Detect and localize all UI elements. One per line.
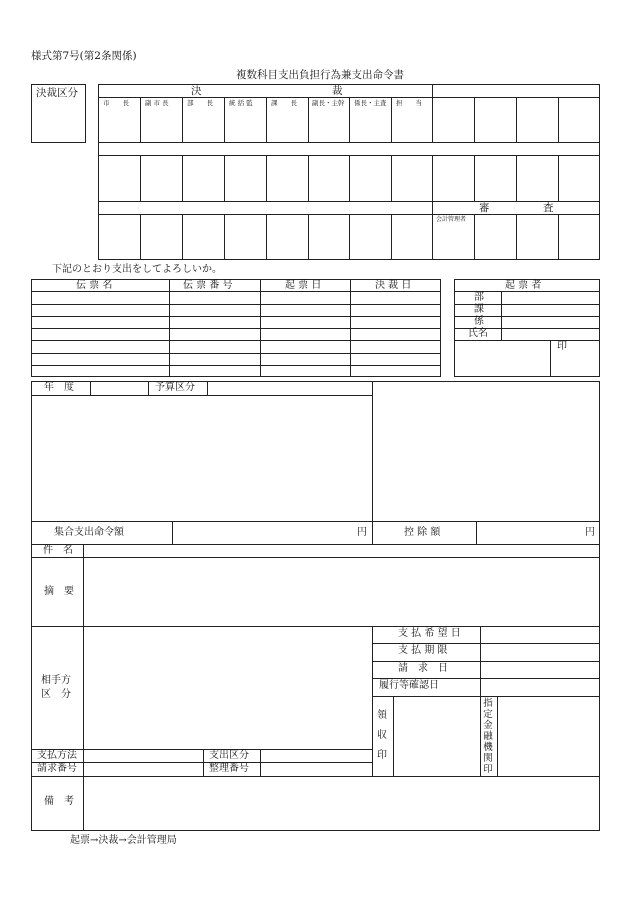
kojo-yen: 円	[585, 527, 595, 538]
ryoshu-in-2: 収	[377, 730, 387, 741]
biko-label: 備 考	[44, 796, 74, 807]
role-tokatsukan: 統 括 監	[229, 99, 253, 107]
ryoshu-in-3: 印	[377, 750, 387, 761]
shiharai-kibo-bi: 支 払 希 望 日	[398, 628, 461, 639]
kihyosha-in: 印	[557, 341, 567, 352]
kessai-kubun-label: 決裁区分	[36, 87, 78, 99]
seikyu-bi: 請 求 日	[398, 663, 448, 674]
role-shicho: 市 長	[103, 99, 129, 107]
seiri-bango-label: 整理番号	[209, 763, 249, 774]
ryoshu-in-1: 領	[377, 710, 387, 721]
shinsa-header-sa: 査	[543, 202, 554, 214]
kihyosha-ka: 課	[474, 304, 484, 315]
denpyo-header-kessaibi: 決 裁 日	[375, 280, 412, 291]
main-form	[31, 381, 600, 831]
routing-flow: 起票→決裁→会計管理局	[70, 835, 177, 846]
seikyu-bango-label: 請求番号	[37, 763, 77, 774]
kihyosha-kakari: 係	[474, 316, 484, 327]
role-bucho: 部 長	[187, 99, 213, 107]
shitei-kinyukikan-in: 指定金融機関印	[483, 698, 493, 775]
nendo-label: 年 度	[44, 382, 74, 393]
yosan-kubun-label: 予算区分	[155, 382, 195, 393]
kessai-header-ketsu: 決	[191, 85, 202, 97]
request-line: 下記のとおり支出をしてよろしいか。	[52, 264, 222, 275]
rikou-kakunin-bi: 履行等確認日	[379, 680, 439, 691]
aite-label-1: 相手方	[41, 675, 71, 686]
role-fukucho-shukan: 副長・主幹	[312, 99, 345, 107]
shinsa-header-shin: 審	[479, 202, 490, 214]
kojo-label: 控 除 額	[404, 527, 441, 538]
shugo-shishutsu-label: 集合支出命令額	[54, 527, 124, 538]
kaikei-kanrisha-label: 会計管理者	[436, 216, 467, 223]
denpyo-header-kihyobi: 起 票 日	[285, 280, 322, 291]
kenmei-label: 件 名	[43, 545, 73, 556]
kihyosha-shimei: 氏名	[468, 328, 488, 339]
shishutsu-kubun-label: 支出区分	[209, 750, 249, 761]
role-fukushicho: 副 市 長	[145, 99, 169, 107]
kihyosha-title: 起 票 者	[505, 280, 542, 291]
kihyosha-bu: 部	[474, 292, 484, 303]
shiharai-kigen: 支 払 期 限	[398, 645, 448, 656]
form-number: 様式第7号(第2条関係)	[31, 50, 137, 62]
role-kacho: 課 長	[271, 99, 297, 107]
denpyo-header-name: 伝 票 名	[76, 280, 113, 291]
role-tanto: 担 当	[396, 99, 422, 107]
shiharai-hoho-label: 支払方法	[37, 750, 77, 761]
role-kakaricho-shusa: 係長・主査	[354, 99, 387, 107]
aite-label-2: 区 分	[41, 689, 71, 700]
shugo-yen: 円	[357, 527, 367, 538]
kessai-header-sai: 裁	[332, 85, 343, 97]
denpyo-header-number: 伝 票 番 号	[183, 280, 233, 291]
form-title: 複数科目支出負担行為兼支出命令書	[236, 69, 404, 81]
tekiyo-label: 摘 要	[44, 586, 74, 597]
